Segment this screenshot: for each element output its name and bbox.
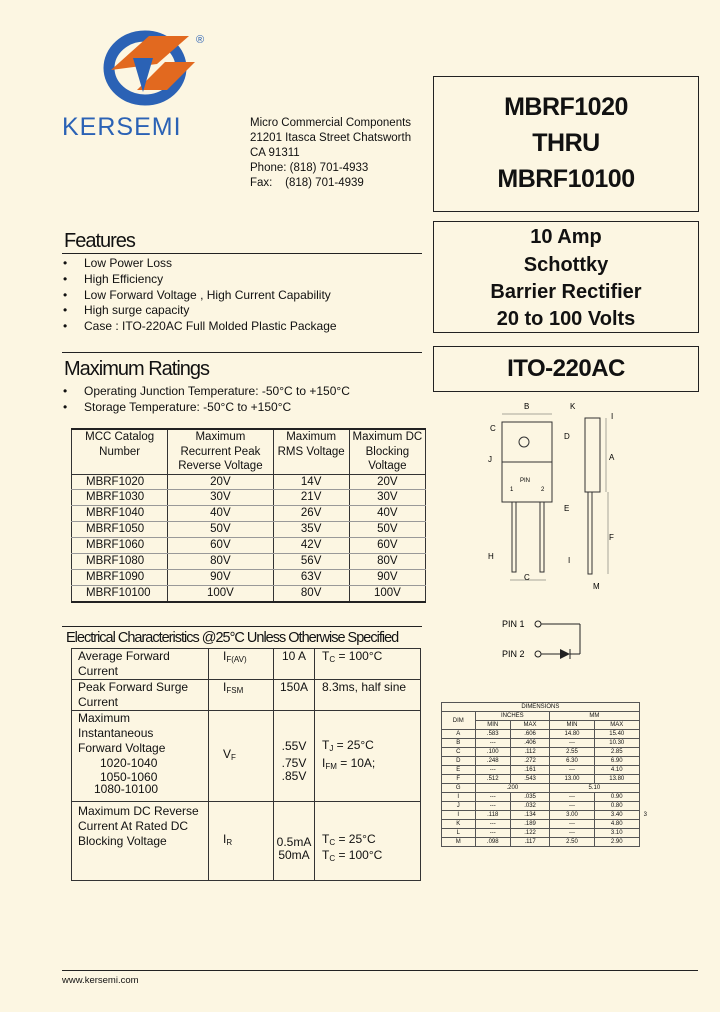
dim-label: H xyxy=(488,552,494,561)
logo-mark xyxy=(97,30,207,110)
pin-diagram xyxy=(500,614,630,670)
dim-label: C xyxy=(490,424,496,433)
table-row: L --- .122 --- 3.10 xyxy=(442,829,663,838)
condition-cell: $T_C = 100^\circ C$ xyxy=(315,649,421,680)
description-box xyxy=(433,221,699,333)
dim-label: E xyxy=(564,504,570,513)
table-row: MBRF1020 20V 14V 20V xyxy=(72,474,426,490)
table-row: MBRF1080 80V 56V 80V xyxy=(72,554,426,570)
address-line: Fax: (818) 701-4939 xyxy=(250,177,364,189)
col-header: Maximum DC Blocking Voltage xyxy=(349,429,425,474)
dim-label: F xyxy=(609,533,614,542)
table-row: MBRF1030 30V 21V 30V xyxy=(72,490,426,506)
dim-label: I xyxy=(611,412,614,421)
table-row xyxy=(72,711,421,802)
package-box xyxy=(433,346,699,392)
address-line: CA 91311 xyxy=(250,147,300,159)
dim-label: C xyxy=(524,573,530,582)
features-heading: Features xyxy=(64,230,135,252)
dim-label: J xyxy=(488,455,492,464)
footer-divider xyxy=(62,970,698,971)
feature-item: • Case : ITO-220AC Full Molded Plastic Package xyxy=(63,319,337,335)
table-row: G .200 5.10 xyxy=(442,784,663,793)
dim-label: B xyxy=(524,402,530,411)
address-line: 21201 Itasca Street Chatsworth xyxy=(250,132,412,144)
dim-label: 2 xyxy=(541,487,545,493)
dim-label: M xyxy=(593,582,600,591)
param-cell: Maximum DC Reverse Current At Rated DC Blocking Voltage xyxy=(72,802,209,881)
table-row: I .118 .134 3.00 3.40 3 xyxy=(442,811,663,820)
rating-item: • Storage Temperature: -50°C to +150°C xyxy=(63,400,350,416)
dim-label: I xyxy=(568,556,571,565)
col-header: Maximum RMS Voltage xyxy=(273,429,349,474)
features-divider xyxy=(62,253,422,254)
symbol-cell: $I_{F(AV)}$ xyxy=(209,649,274,680)
footer-url[interactable]: www.kersemi.com xyxy=(62,975,139,986)
condition-cell: $T_J = 25^\circ C$ $I_{FM} = 10A$; xyxy=(315,711,421,802)
feature-item: • Low Forward Voltage , High Current Capability xyxy=(63,288,337,304)
desc-current: 10 Amp xyxy=(530,226,602,248)
company-address xyxy=(250,116,411,191)
max-ratings-heading: Maximum Ratings xyxy=(64,358,210,380)
table-row: MBRF1060 60V 42V 60V xyxy=(72,538,426,554)
dim-title: DIMENSIONS xyxy=(442,703,640,712)
table-row: MBRF1090 90V 63V 90V xyxy=(72,569,426,585)
table-row: B --- .406 --- 10.30 xyxy=(442,739,663,748)
table-row: F .512 .543 13.00 13.80 xyxy=(442,775,663,784)
electrical-heading: Electrical Characteristics @25°C Unless Otherwise Specified xyxy=(66,630,399,646)
electrical-divider xyxy=(62,626,422,627)
col-header: MCC Catalog Number xyxy=(72,429,168,474)
package-outline-diagram xyxy=(480,398,630,598)
max-ratings-list xyxy=(63,384,350,416)
dim-label: K xyxy=(570,402,576,411)
dim-label: D xyxy=(564,432,570,441)
part-number-to: MBRF10100 xyxy=(497,165,635,193)
rating-item: • Operating Junction Temperature: -50°C to +150°C xyxy=(63,384,350,400)
table-row: J --- .032 --- 0.80 xyxy=(442,802,663,811)
address-line: Micro Commercial Components xyxy=(250,117,412,129)
symbol-cell: $I_{FSM}$ xyxy=(209,680,274,711)
pin-label: PIN 2 xyxy=(502,649,525,659)
table-row: M .098 .117 2.50 2.90 xyxy=(442,838,663,847)
col-header: Maximum Recurrent Peak Reverse Voltage xyxy=(168,429,273,474)
table-row: K --- .189 --- 4.80 xyxy=(442,820,663,829)
table-row: I --- .035 --- 0.90 xyxy=(442,793,663,802)
dim-label: A xyxy=(609,453,615,462)
table-row: MBRF10100 100V 80V 100V xyxy=(72,585,426,601)
feature-item: • Low Power Loss xyxy=(63,256,337,272)
param-cell: Average Forward Current xyxy=(72,649,209,680)
dimensions-table: DIMENSIONS DIM INCHES MM MIN MAX MIN MAX A .583 .606 14.80 15.40 B --- .406 --- 10.30 C .100 .112 2.55 2.85 D .248 .272 6.30 6.90 E --- .161 --- 4.10 F .512 .543 13.00 13.80 G .200 5.10 I --- .035 --- 0.90 J --- .032 --- 0.80 I .118 .134 3.00 3.40 3 K --- .189 --- 4.80 L --- .122 --- 3.10 M .098 .117 2.50 2.90 xyxy=(441,702,663,847)
dim-label: PIN xyxy=(520,478,531,484)
electrical-table xyxy=(71,648,421,881)
table-row: A .583 .606 14.80 15.40 xyxy=(442,730,663,739)
table-row xyxy=(72,802,421,881)
part-number-box xyxy=(433,76,699,212)
symbol-cell: $V_F$ xyxy=(209,711,274,802)
part-number-thru: THRU xyxy=(532,129,600,157)
table-row: MBRF1050 50V 35V 50V xyxy=(72,522,426,538)
value-cell: 10 A xyxy=(274,649,315,680)
table-row xyxy=(72,680,421,711)
table-row: E --- .161 --- 4.10 xyxy=(442,766,663,775)
symbol-cell: $I_R$ xyxy=(209,802,274,881)
features-list xyxy=(63,256,337,335)
table-row: C .100 .112 2.55 2.85 xyxy=(442,748,663,757)
condition-cell: $T_C = 25^\circ C$ $T_C = 100^\circ C$ xyxy=(315,802,421,881)
param-cell: Maximum Instantaneous Forward Voltage 1020-1040 1050-1060 1080-10100 xyxy=(72,711,209,802)
package-name: ITO-220AC xyxy=(507,355,625,382)
desc-type: Schottky xyxy=(523,254,609,276)
table-row: D .248 .272 6.30 6.90 xyxy=(442,757,663,766)
param-cell: Peak Forward Surge Current xyxy=(72,680,209,711)
registered-mark: ® xyxy=(196,34,205,46)
address-line: Phone: (818) 701-4933 xyxy=(250,162,369,174)
feature-item: • High Efficiency xyxy=(63,272,337,288)
desc-voltage: 20 to 100 Volts xyxy=(496,308,636,330)
brand-name: KERSEMI xyxy=(62,113,182,141)
pin-label: PIN 1 xyxy=(502,619,525,629)
value-cell: .55V .75V .85V xyxy=(274,711,315,802)
desc-device: Barrier Rectifier xyxy=(490,281,642,303)
part-number-from: MBRF1020 xyxy=(504,93,628,121)
value-cell: 0.5mA 50mA xyxy=(274,802,315,881)
feature-item: • High surge capacity xyxy=(63,303,337,319)
table-row: MBRF1040 40V 26V 40V xyxy=(72,506,426,522)
table-row xyxy=(72,649,421,680)
dim-label: 1 xyxy=(510,487,514,493)
condition-cell: 8.3ms, half sine xyxy=(315,680,421,711)
max-ratings-divider xyxy=(62,352,422,353)
value-cell: 150A xyxy=(274,680,315,711)
ratings-table xyxy=(71,428,426,603)
